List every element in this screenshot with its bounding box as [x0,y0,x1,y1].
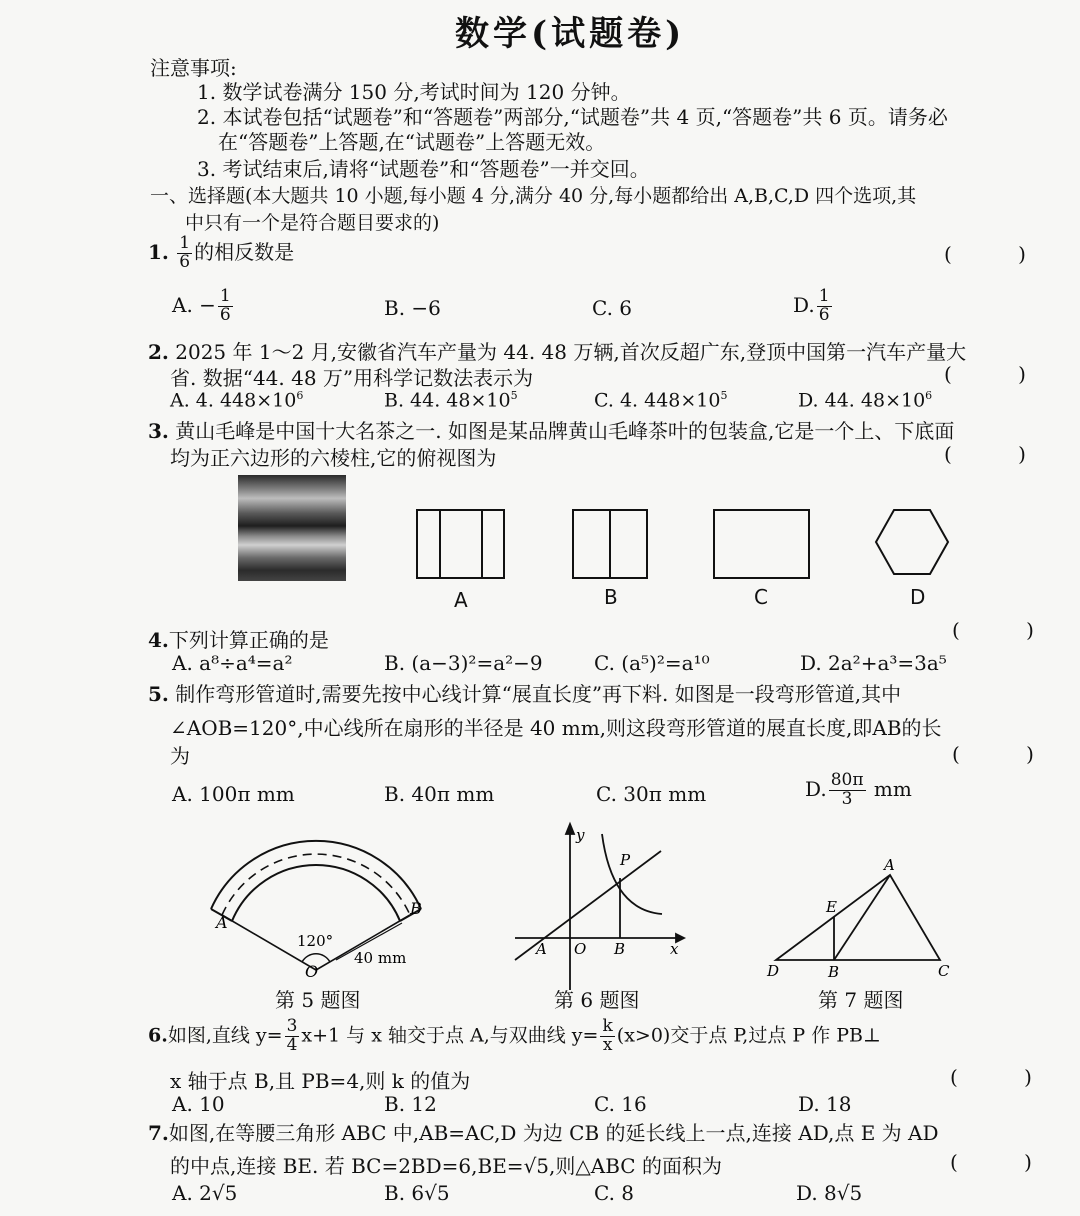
notice-item-2: 2. 本试卷包括“试题卷”和“答题卷”两部分,“试题卷”共 4 页,“答题卷”共 6 页。请务必 [197,105,948,129]
question-5-stem: 5. 制作弯形管道时,需要先按中心线计算“展直长度”再下料. 如图是一段弯形管道,其中 [148,682,902,706]
fig6-label-p: P [620,851,631,869]
q1-option-d: D. $\frac{1}{6}$ [793,286,830,325]
q1-option-a: A. − $\frac{1}{6}$ [172,286,231,325]
question-1-stem: 1. $\frac{1}{6}$ 的相反数是 [148,233,295,272]
fig7-label-d: D [767,962,780,980]
q3-figure-c [714,510,809,578]
q1-option-b: B. −6 [384,296,441,320]
fig5-radius: 40 mm [354,949,407,967]
question-7-stem-cont: 的中点,连接 BE. 若 BC=2BD=6,BE=√5,则△ABC 的面积为 [170,1154,722,1178]
question-6-stem-cont: x 轴于点 B,且 PB=4,则 k 的值为 [170,1069,471,1093]
q5-option-b: B. 40π mm [384,782,495,806]
notice-item-1: 1. 数学试卷满分 150 分,考试时间为 120 分钟。 [197,80,631,104]
q1-option-c: C. 6 [592,296,633,320]
q6-option-a: A. 10 [172,1092,225,1116]
fig5-label-o: O [305,962,319,981]
answer-bracket: ( ) [944,242,1056,266]
q2-option-b: B. 44. $48\times 10^5$ [384,389,518,412]
answer-bracket: ( ) [952,742,1064,766]
q2-option-d: D. 44. $48\times 10^6$ [798,389,933,412]
fig7-label-b: B [828,963,840,981]
q3-label-c: C [754,585,768,609]
q6-option-c: C. 16 [594,1092,647,1116]
question-2-stem: 2. 2025 年 1～2 月,安徽省汽车产量为 44. 48 万辆,首次反超广东,登顶中国第一汽车产量大 [148,340,967,364]
fig6-label-y: y [576,826,585,844]
fig6-label-a: A [536,940,547,958]
q4-option-a: A. a⁸÷a⁴=a² [172,651,293,675]
section-heading-cont: 中只有一个是符合题目要求的) [185,212,440,234]
figures-row [0,820,1080,1020]
answer-bracket: ( ) [950,1150,1062,1174]
question-3-stem-cont: 均为正六边形的六棱柱,它的俯视图为 [170,446,497,470]
q3-label-b: B [604,585,618,609]
fig6-label-x: x [670,940,679,958]
answer-bracket: ( ) [952,618,1064,642]
q6-option-d: D. 18 [798,1092,852,1116]
q2-option-a: A. 4. $448\times 10^6$ [170,389,304,412]
q5-option-c: C. 30π mm [596,782,707,806]
section-heading: 一、选择题(本大题共 10 小题,每小题 4 分,满分 40 分,每小题都给出 A,B,C,D 四个选项,其 [150,185,917,207]
answer-bracket: ( ) [944,442,1056,466]
q4-option-d: D. 2a²+a³=3a⁵ [800,651,947,675]
fig6-label-b: B [614,940,626,958]
fig7-label-c: C [938,962,950,980]
fig7-label-a: A [884,856,895,874]
notice-item-2-cont: 在“答题卷”上答题,在“试题卷”上答题无效。 [218,130,606,154]
fig6-label-o: O [574,940,587,958]
q2-option-c: C. 4. $448\times 10^5$ [594,389,728,412]
q3-label-d: D [910,585,926,609]
q5-option-a: A. 100π mm [172,782,295,806]
answer-bracket: ( ) [950,1065,1062,1089]
page-title: 数学(试题卷) [455,14,686,54]
q3-figure-d [876,510,948,574]
q6-option-b: B. 12 [384,1092,437,1116]
fig6-axes [515,824,684,990]
question-6-stem: 6.如图,直线 y= $\frac{3}{4}$ x+1 与 x 轴交于点 A,与双曲线 y= $\frac{k}{x}$ (x>0)交于点 P,过点 P 作 PB⊥ [148,1016,881,1055]
q7-option-b: B. 6√5 [384,1181,450,1205]
notice-heading: 注意事项: [150,56,237,80]
q4-option-c: C. (a⁵)²=a¹⁰ [594,651,710,675]
fig5-angle: 120° [297,932,334,950]
question-2-stem-cont: 省. 数据“44. 48 万”用科学记数法表示为 [170,366,534,390]
fig7-triangle [776,875,940,960]
q3-label-a: A [454,588,468,612]
q3-figure-b [573,510,647,578]
q7-option-d: D. 8√5 [796,1181,863,1205]
fig7-label-e: E [826,898,837,916]
notice-item-3: 3. 考试结束后,请将“试题卷”和“答题卷”一并交回。 [197,157,650,181]
fig5-caption: 第 5 题图 [275,988,361,1012]
question-3-stem: 3. 黄山毛峰是中国十大名茶之一. 如图是某品牌黄山毛峰茶叶的包装盒,它是一个上、下底面 [148,419,955,443]
q7-option-a: A. 2√5 [172,1181,238,1205]
answer-bracket: ( ) [944,362,1056,386]
fig6-caption: 第 6 题图 [554,988,640,1012]
question-7-stem: 7.如图,在等腰三角形 ABC 中,AB=AC,D 为边 CB 的延长线上一点,连接 AD,点 E 为 AD [148,1121,939,1145]
fig5-label-a: A [216,913,228,932]
question-5-stem-end: 为 [170,744,190,768]
fig7-caption: 第 7 题图 [818,988,904,1012]
q7-option-c: C. 8 [594,1181,635,1205]
question-5-stem-cont: ∠AOB=120°,中心线所在扇形的半径是 40 mm,则这段弯形管道的展直长度,即AB的长 [170,716,942,740]
q4-option-b: B. (a−3)²=a²−9 [384,651,543,675]
q5-option-d: D. $\frac{80\pi}{3}$ mm [805,770,912,809]
question-4-stem: 4.下列计算正确的是 [148,628,329,652]
fig5-label-b: B [410,899,422,918]
q3-figure-a [417,510,504,578]
